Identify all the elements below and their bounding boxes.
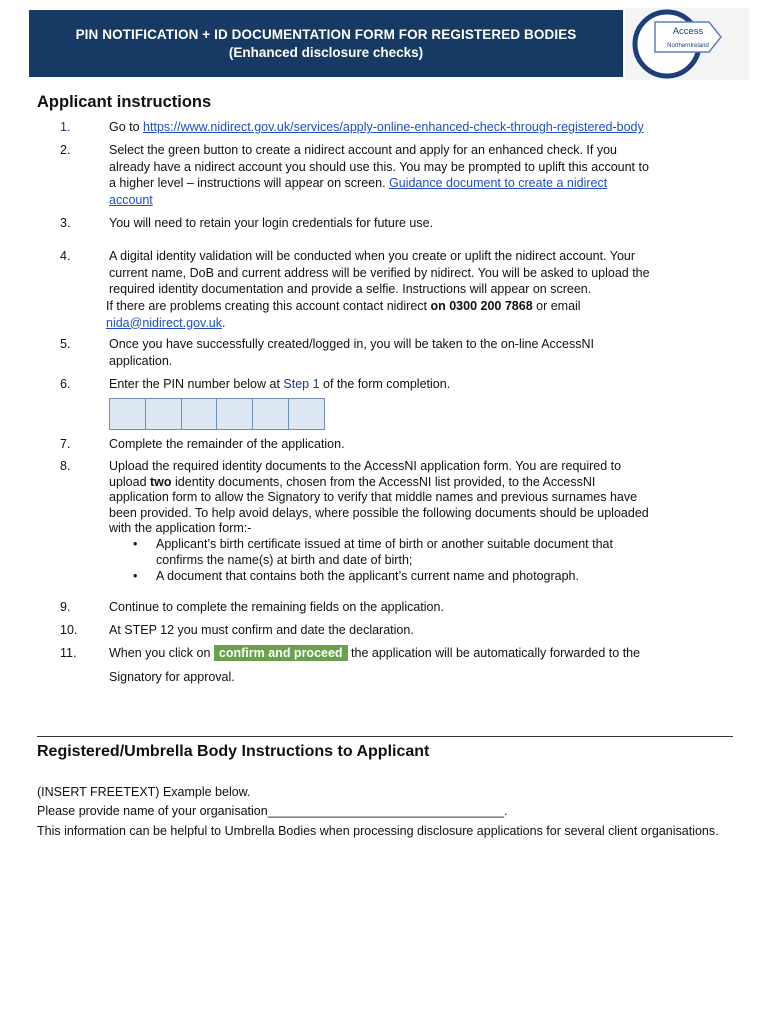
section-divider	[37, 736, 733, 737]
pin-digit-box[interactable]	[110, 399, 146, 429]
guidance-document-link[interactable]: Guidance document to create a nidirect	[389, 176, 608, 190]
nida-email-link[interactable]: nida@nidirect.gov.uk	[106, 315, 222, 330]
freetext-note: (INSERT FREETEXT) Example below.	[37, 785, 251, 799]
pin-entry-boxes	[109, 398, 325, 430]
nidirect-service-link[interactable]: https://www.nidirect.gov.uk/services/apply-online-enhanced-check-through-registered-body	[143, 120, 644, 134]
pin-digit-box[interactable]	[289, 399, 324, 429]
confirm-and-proceed-button[interactable]: confirm and proceed	[214, 645, 348, 661]
registered-body-heading: Registered/Umbrella Body Instructions to Applicant	[37, 743, 430, 760]
bullet-dot: •	[133, 537, 138, 551]
pin-digit-box[interactable]	[182, 399, 218, 429]
bullet-dot: •	[133, 569, 138, 583]
header-banner	[29, 10, 623, 77]
pin-digit-box[interactable]	[217, 399, 253, 429]
form-title: PIN NOTIFICATION + ID DOCUMENTATION FORM FOR REGISTERED BODIES	[75, 27, 577, 42]
accessni-logo	[625, 8, 749, 80]
pin-digit-box[interactable]	[253, 399, 289, 429]
svg-text:Access: Access	[672, 26, 704, 37]
guidance-document-link-cont[interactable]: account	[109, 192, 153, 207]
svg-text:NorthernIreland: NorthernIreland	[667, 43, 709, 49]
organisation-name-prompt: Please provide name of your organisation__________________________________.	[37, 804, 508, 818]
form-subtitle: (Enhanced disclosure checks)	[228, 45, 424, 60]
applicant-instructions-heading: Applicant instructions	[37, 93, 212, 111]
pin-digit-box[interactable]	[146, 399, 182, 429]
umbrella-info-text: This information can be helpful to Umbrella Bodies when processing disclosure applications for several client organisations.	[37, 824, 719, 838]
